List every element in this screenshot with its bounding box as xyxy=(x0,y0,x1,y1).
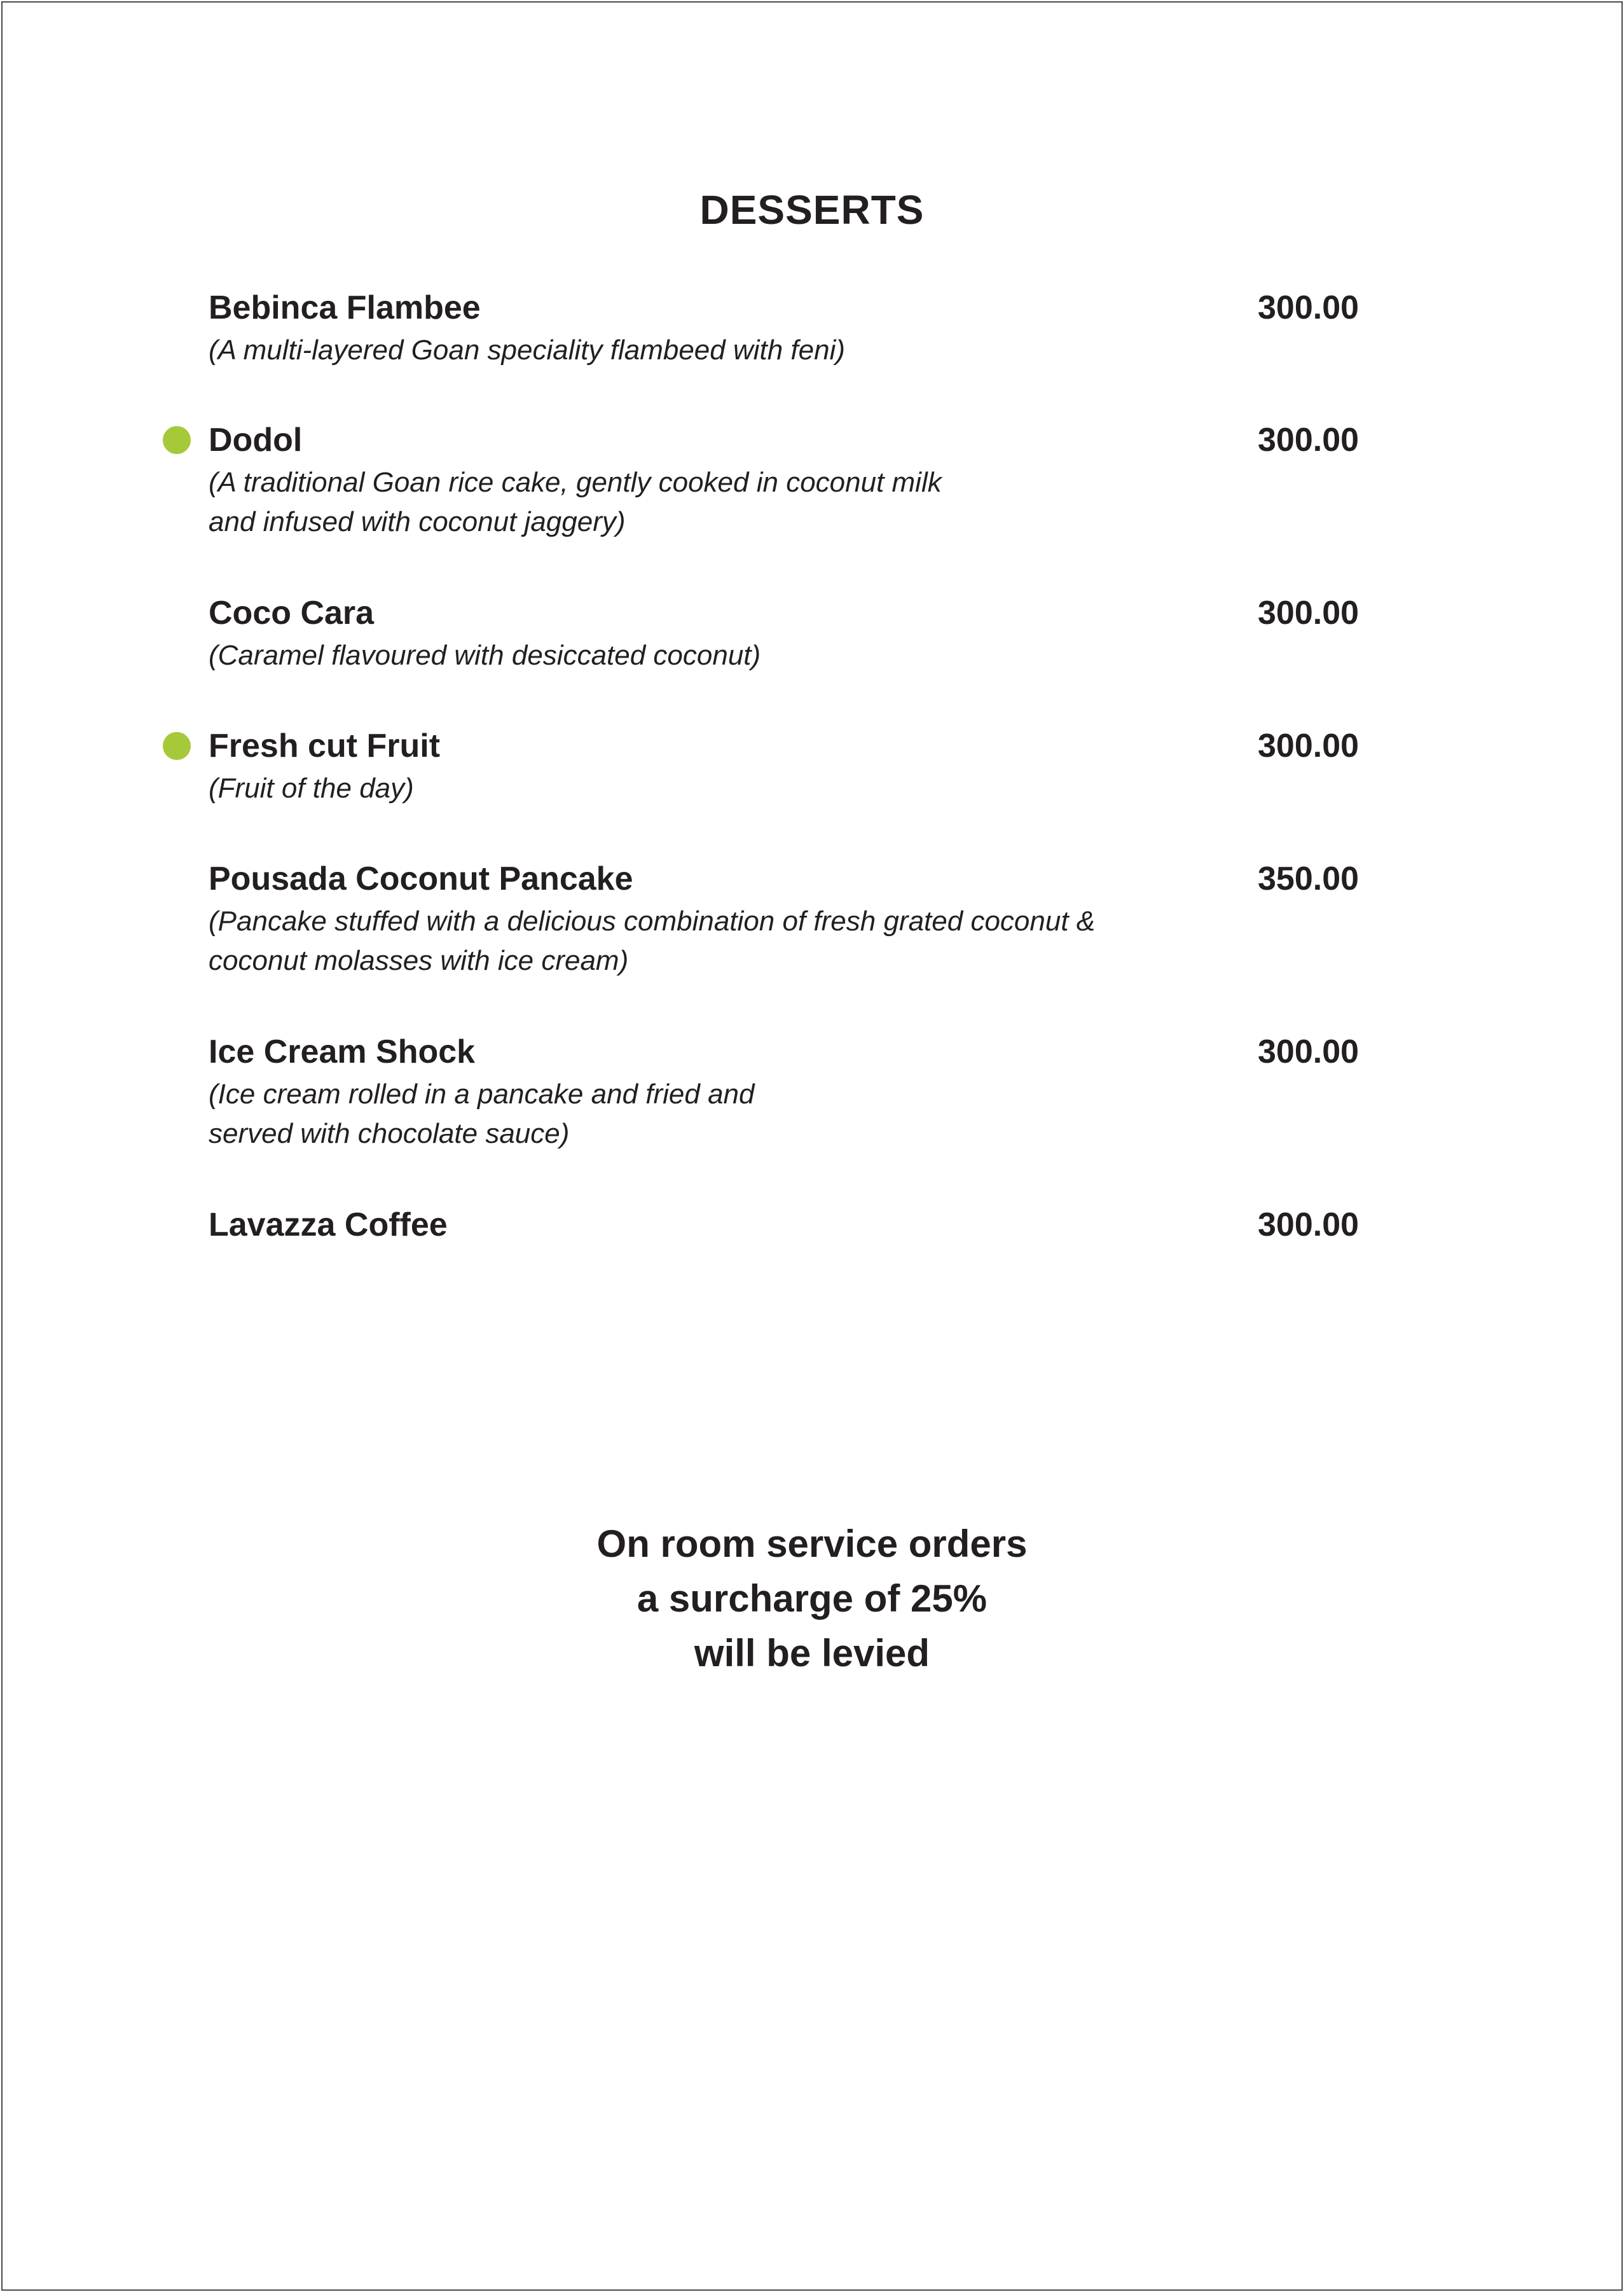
item-name: Ice Cream Shock xyxy=(209,1033,476,1070)
item-description-line: served with chocolate sauce) xyxy=(209,1118,570,1149)
item-price: 300.00 xyxy=(1258,289,1359,326)
item-price: 300.00 xyxy=(1258,1206,1359,1243)
item-description-line: (A traditional Goan rice cake, gently cooked in coconut milk xyxy=(209,467,942,498)
item-price: 350.00 xyxy=(1258,860,1359,897)
page-title: DESSERTS xyxy=(699,187,925,233)
item-name: Lavazza Coffee xyxy=(209,1206,448,1243)
item-description-line: (A multi-layered Goan speciality flambeed with feni) xyxy=(209,335,846,366)
room-service-surcharge-note xyxy=(0,1517,1624,1681)
item-name: Coco Cara xyxy=(209,595,375,632)
item-name: Fresh cut Fruit xyxy=(209,728,441,764)
item-description-line: (Pancake stuffed with a delicious combination of fresh grated coconut & xyxy=(209,906,1096,937)
page-border xyxy=(1,1,1623,2291)
item-price: 300.00 xyxy=(1258,595,1359,632)
item-name: Pousada Coconut Pancake xyxy=(209,860,633,897)
surcharge-note-line: a surcharge of 25% xyxy=(637,1577,987,1620)
item-description-line: (Ice cream rolled in a pancake and fried and xyxy=(209,1079,755,1110)
item-price: 300.00 xyxy=(1258,422,1359,459)
item-description-line: coconut molasses with ice cream) xyxy=(209,945,629,976)
item-price: 300.00 xyxy=(1258,1033,1359,1070)
item-description-line: and infused with coconut jaggery) xyxy=(209,506,626,537)
item-description-line: (Fruit of the day) xyxy=(209,773,414,804)
surcharge-note-line: On room service orders xyxy=(596,1522,1028,1565)
item-price: 300.00 xyxy=(1258,728,1359,764)
item-description-line: (Caramel flavoured with desiccated coconut) xyxy=(209,640,761,671)
item-name: Bebinca Flambee xyxy=(209,289,481,326)
item-name: Dodol xyxy=(209,422,303,459)
surcharge-note-line: will be levied xyxy=(694,1632,930,1674)
